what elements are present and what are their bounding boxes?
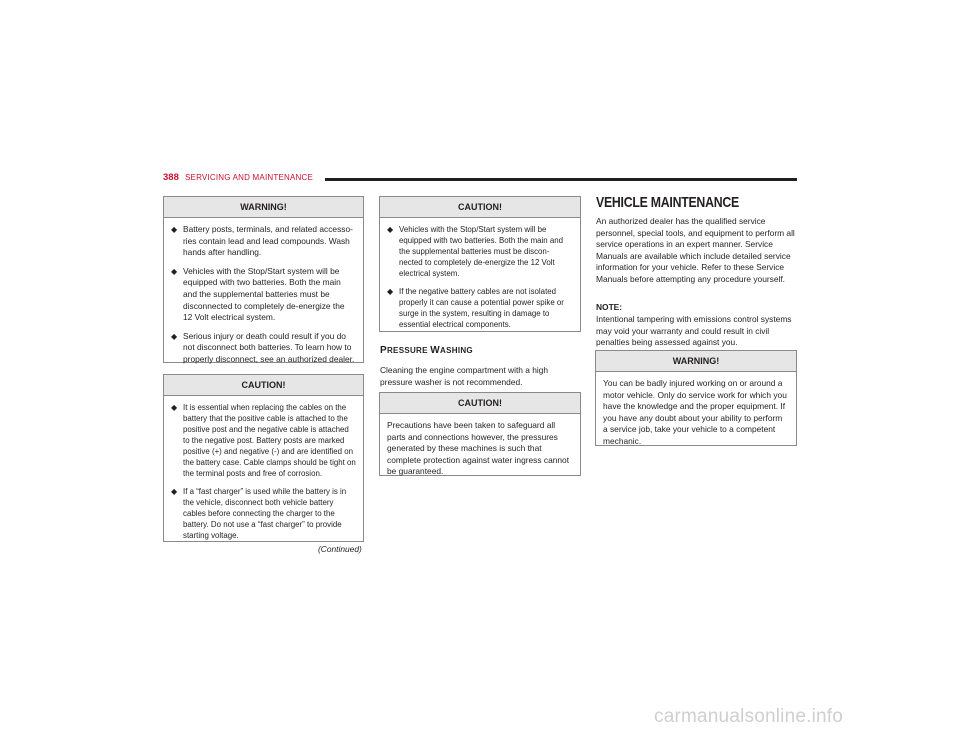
caution-title: CAUTION! (380, 197, 580, 218)
vehicle-maintenance-paragraph: An authorized dealer has the qualified service personnel, special tools, and equipment to perform all service operations in an expert manner. Service Manuals are available which include detailed service information for your vehicle. Refer to these Service Manuals before attempting any procedure yourself. (596, 216, 795, 284)
heading-initial: P (380, 345, 387, 356)
diamond-bullet-icon: ◆ (171, 331, 178, 341)
continued-label: (Continued) (318, 544, 362, 554)
caution-box-middle-2 (379, 392, 581, 476)
list-item-text: Serious injury or death could result if you do not disconnect both batteries. To learn how to properly disconnect, see an authorized dealer. (183, 330, 355, 364)
warning-title: WARNING! (596, 351, 796, 372)
caution-title: CAUTION! (380, 393, 580, 414)
vehicle-maintenance-heading: VEHICLE MAINTENANCE (596, 194, 739, 211)
pressure-washing-paragraph: Cleaning the engine compartment with a high pressure washer is not recommended. (380, 365, 549, 387)
heading-part: ASHING (440, 346, 473, 355)
diamond-bullet-icon: ◆ (171, 403, 178, 412)
heading-part: RESSURE (386, 346, 431, 355)
list-item-text: It is essential when replacing the cables on the battery that the positive cable is attached to the positive post and the negative cable is attached to the negative post. Battery posts are marked positive (+) and negative (-) and are identified on the battery case. Cable clamps should be tight on the terminal posts and free of corrosion. (183, 403, 356, 478)
watermark: carmanualsonline.info (654, 706, 844, 727)
page-header (163, 172, 797, 186)
page-number: 388 (163, 172, 179, 183)
caution-text: Precautions have been taken to safeguard all parts and connections however, the pressures generated by these machines is such that complete protection against water ingress cannot be guaranteed. (387, 420, 570, 477)
list-item-text: Battery posts, terminals, and related accesso-ries contain lead and lead compounds. Wash hands after handling. (183, 224, 353, 258)
list-item-text: Vehicles with the Stop/Start system will be equipped with two batteries. Both the main and the supplemental batteries must be discon-nected to completely de-energize the 12 Volt electrical system. (399, 225, 564, 278)
list-item-text: If the negative battery cables are not isolated properly it can cause a potential power spike or surge in the system, resulting in damage to essential electrical components. (399, 287, 564, 329)
section-title: SERVICING AND MAINTENANCE (185, 173, 313, 182)
note-label: NOTE: (596, 302, 623, 312)
caution-title: CAUTION! (164, 375, 363, 396)
caution-box-left (163, 374, 364, 542)
warning-box-right (595, 350, 797, 446)
note-text: Intentional tampering with emissions control systems may void your warranty and could result in civil penalties being assessed against you. (596, 314, 792, 348)
heading-initial: W (430, 345, 441, 356)
header-rule (325, 178, 797, 181)
list-item (387, 224, 573, 279)
caution-box-middle-1 (379, 196, 581, 332)
list-item (171, 402, 356, 479)
list-item-text: If a “fast charger” is used while the battery is in the vehicle, disconnect both vehicle battery cables before connecting the charger to the battery. Do not use a “fast charger” to provide starting voltage. (183, 487, 347, 540)
list-item (171, 331, 356, 366)
list-item (171, 486, 356, 541)
pressure-washing-heading (380, 345, 473, 356)
list-item-text: Vehicles with the Stop/Start system will be equipped with two batteries. Both the main and the supplemental batteries must be disconnected to completely de-energize the 12 Volt electrical system. (183, 265, 345, 323)
list-item (171, 224, 356, 259)
diamond-bullet-icon: ◆ (387, 287, 394, 296)
diamond-bullet-icon: ◆ (171, 266, 178, 276)
list-item (387, 286, 573, 330)
warning-text: You can be badly injured working on or around a motor vehicle. Only do service work for which you have the knowledge and the proper equipment. If you have any doubt about your ability to perform a service job, take your vehicle to a competent mechanic. (603, 378, 787, 446)
warning-box-left (163, 196, 364, 363)
diamond-bullet-icon: ◆ (171, 225, 178, 234)
diamond-bullet-icon: ◆ (387, 225, 394, 234)
diamond-bullet-icon: ◆ (171, 487, 178, 496)
warning-title: WARNING! (164, 197, 363, 218)
list-item (171, 266, 356, 324)
